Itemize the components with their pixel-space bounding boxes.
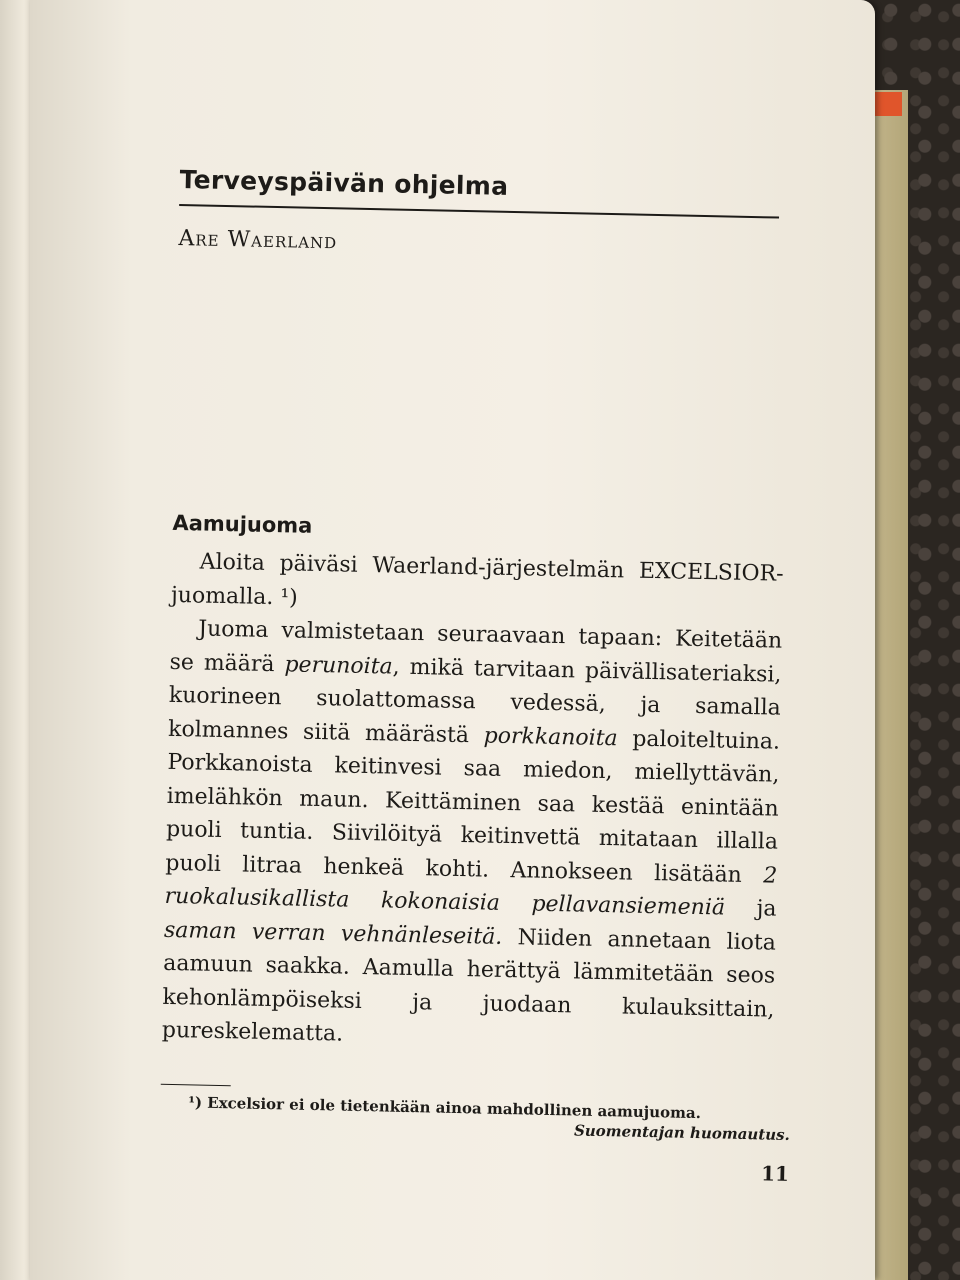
footnote-divider — [161, 1083, 231, 1085]
book-page — [30, 0, 875, 1280]
footnote-credit: Suomentajan huomautus. — [573, 1120, 791, 1144]
recipe-emphasis-flaxseed: 2 ruokalusikallista kokonaisia pellavansiemeniä — [164, 862, 778, 921]
paragraph-recipe — [162, 612, 783, 1060]
paragraph-intro: Aloita päiväsi Waerland-järjestelmän EXCELSIOR-juomalla. ¹) — [170, 549, 784, 611]
chapter-author: Are Waerland — [178, 225, 338, 255]
page-content — [159, 165, 810, 1185]
recipe-emphasis-carrots: porkkanoita — [483, 722, 618, 751]
section-heading: Aamujuoma — [172, 510, 313, 538]
recipe-text-4: ja — [724, 895, 777, 922]
recipe-text-2: , mikä tarvitaan päivällisateriaksi, kuorineen suolattomassa vedessä, ja samalla kolmannes siitä määrästä — [167, 654, 782, 748]
recipe-text-1: Juoma valmistetaan seuraavaan tapaan: Keitetään se määrä — [169, 616, 783, 677]
chapter-title: Terveyspäivän ohjelma — [179, 165, 780, 219]
recipe-emphasis-potatoes: perunoita — [284, 651, 393, 680]
recipe-emphasis-bran: saman verran vehnänleseitä. — [163, 917, 503, 950]
page-number: 11 — [760, 1160, 790, 1186]
recipe-text-3: paloiteltuina. Porkkanoista keitinvesi saa miedon, miellyttävän, imelähkön maun. Keittäminen saa kestää enintään puoli tuntia. Siivilöityä keitinvettä mitataan illalla puoli litraa henkeä kohti. Annokseen lisätään — [165, 725, 781, 888]
footnote: ¹) Excelsior ei ole tietenkään ainoa mahdollinen aamujuoma. — [188, 1092, 702, 1122]
recipe-text-5: Niiden annetaan liota aamuun saakka. Aamulla herättyä lämmitetään seos kehonlämpöiseksi ja juodaan kulauksittain, pureskelematta. — [161, 924, 777, 1047]
